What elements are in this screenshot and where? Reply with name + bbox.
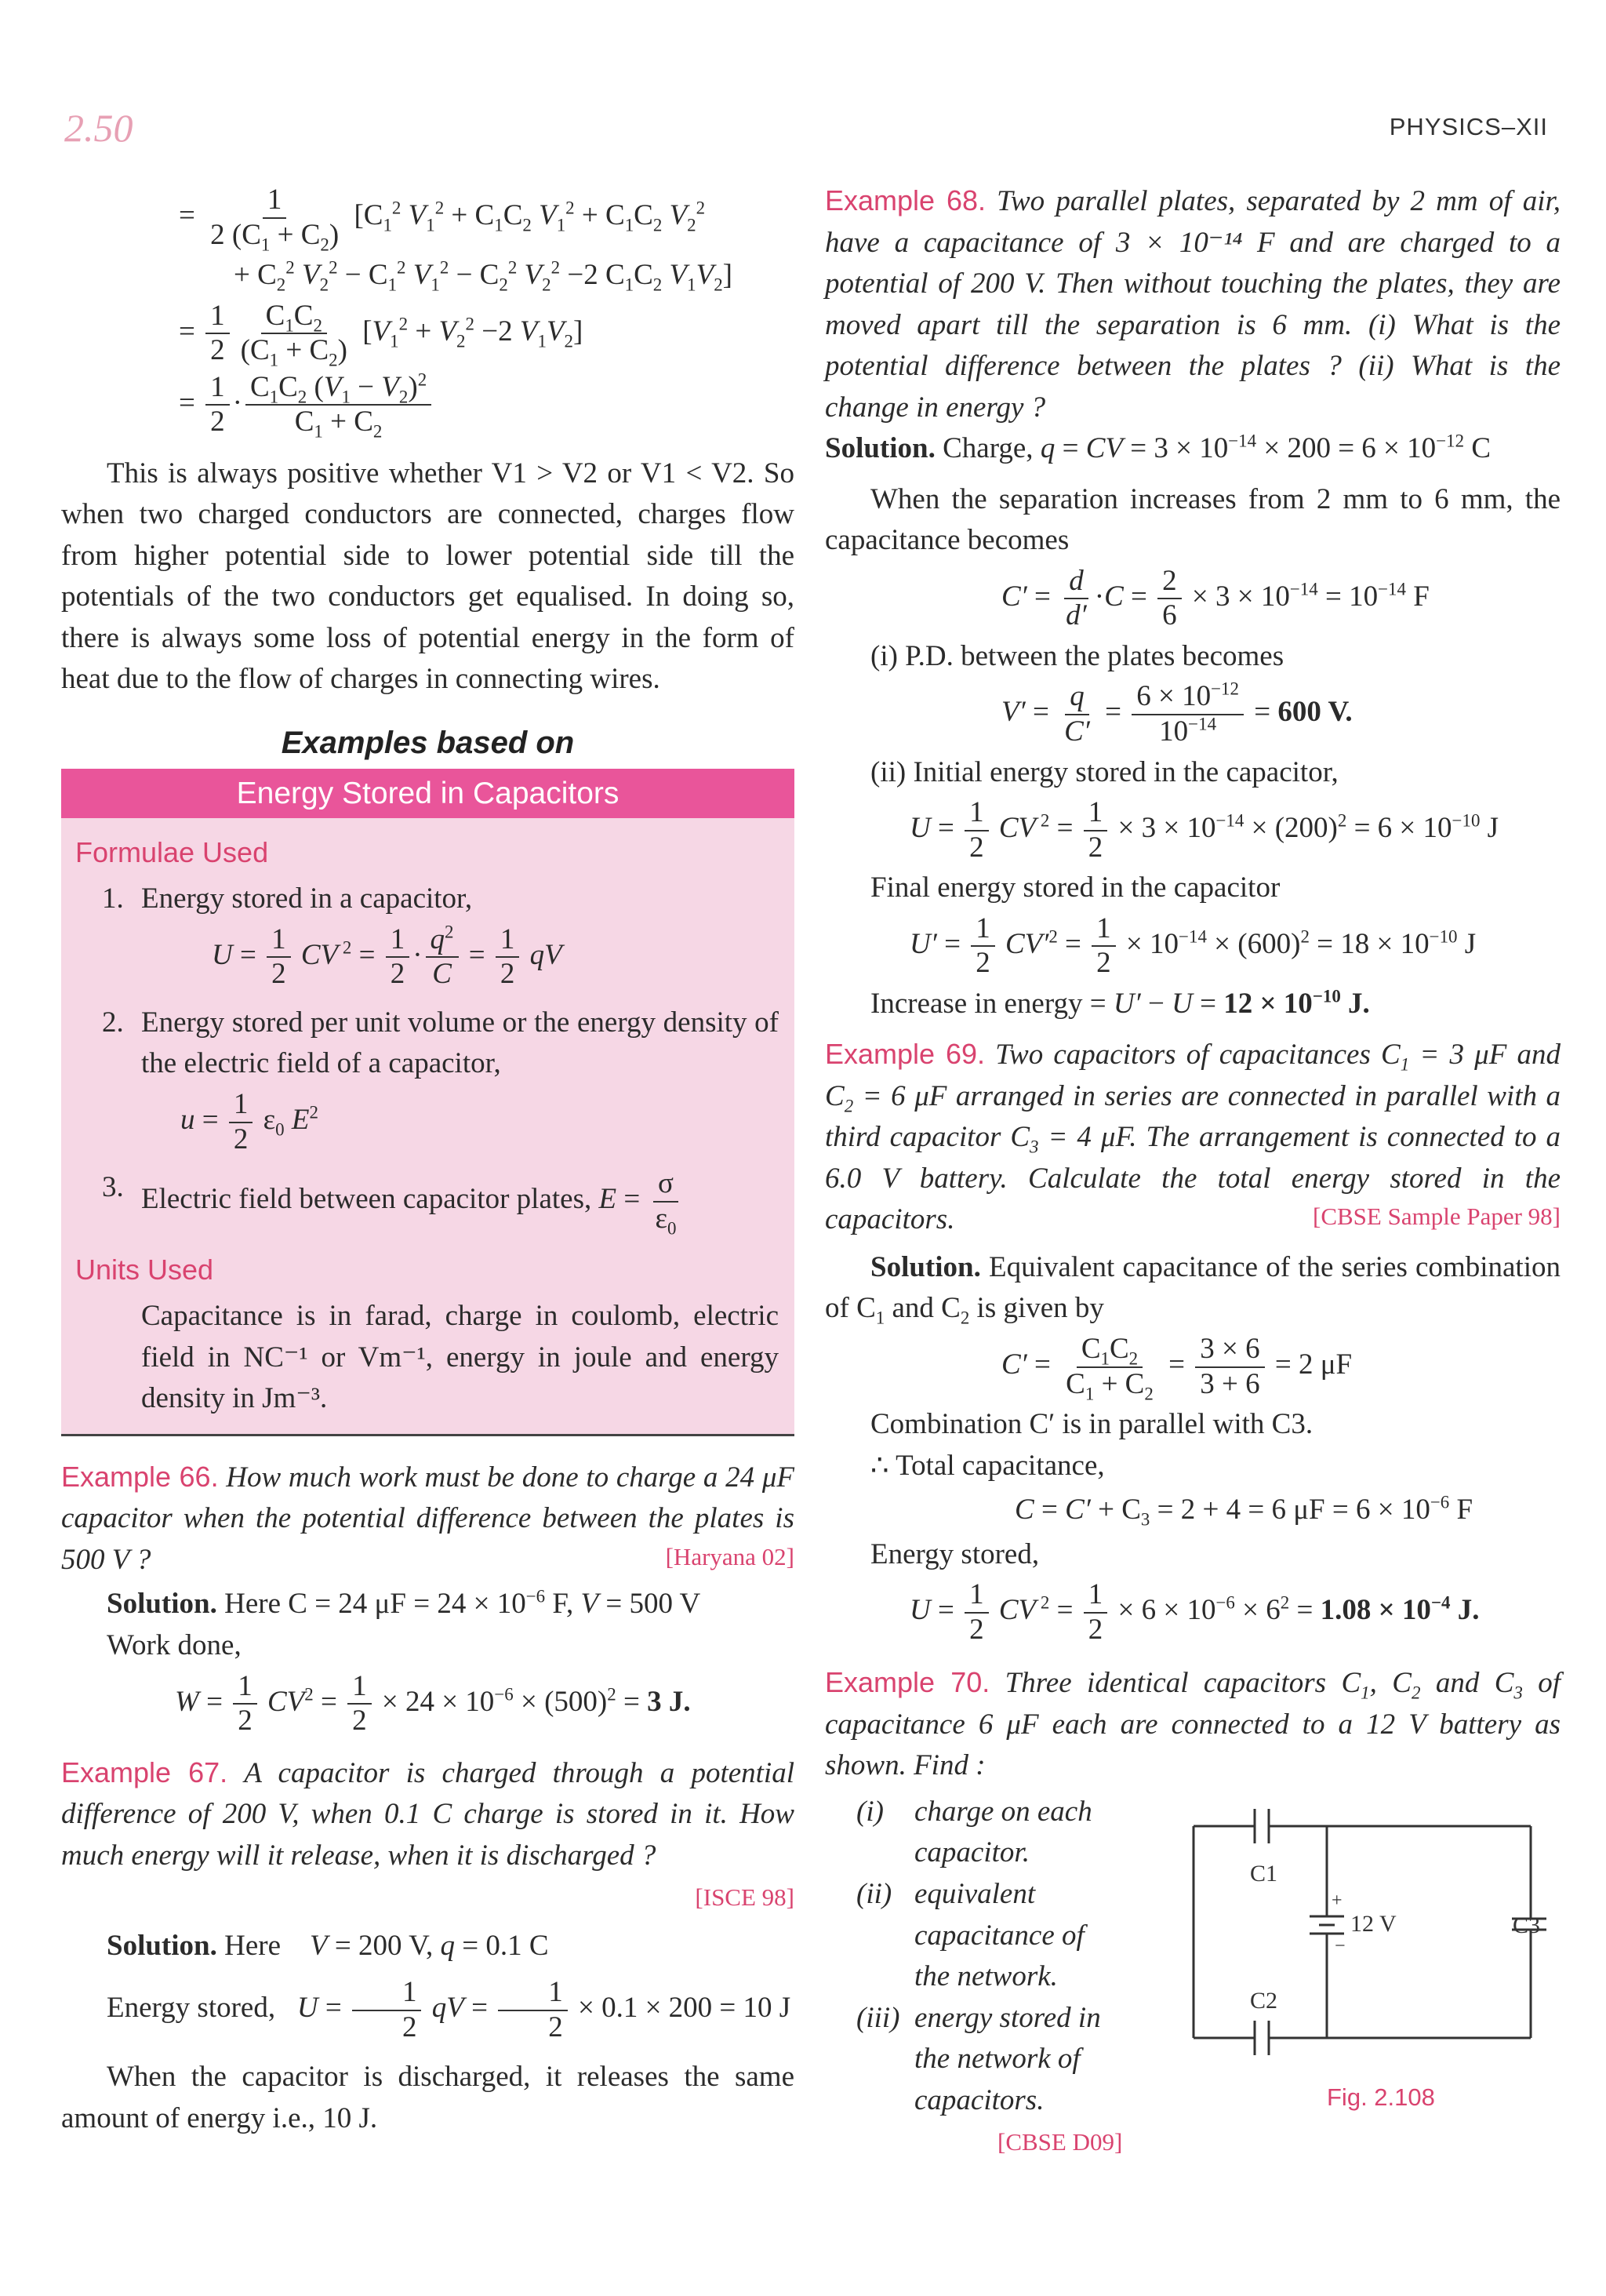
- ex68-charge: Solution. Charge, q = CV = $3 \times 10^{-14} \times 200 = 6 \times 10^{-12}$ C: [825, 431, 1491, 465]
- page-number: 2.50: [64, 106, 133, 150]
- ex67-solution: Solution. Here V = 200 V, q = 0.1 C: [107, 1929, 549, 1962]
- formulae-box: [61, 769, 794, 1436]
- ex66-solution: Solution. Here C = 24 $\mu F = 24 \times 10^{-6}$ F, V = 500 V: [107, 1587, 701, 1621]
- ex70-parts-and-figure: [825, 1787, 1561, 2156]
- example-66: Example 66. How much work must be done to charge a 24 μF capacitor when the potential difference between the plates is 500 V ? [Haryana 02]: [61, 1460, 795, 1576]
- ex66-result: W = $\frac{1}{2}$ $CV^2$ = $\frac{1}{2}$ × $24 \times 10^{-6} \times (500)^2 = 3$ J.: [175, 1669, 691, 1737]
- ex69-solution: Solution. Equivalent capacitance of the series combination of $C_1$ and $C_2$ is given by: [825, 1250, 1561, 1328]
- c2-label: C2: [1250, 1987, 1278, 2014]
- ex69-energy: U = $\frac{1}{2}$ CV $^2$ = $\frac{1}{2}$ × $6 \times 10^{-6} \times 6^2 = 1.08 \times 10^{-4}$ J.: [910, 1578, 1480, 1646]
- figure-label: Fig. 2.108: [1327, 2083, 1435, 2111]
- units-title: Units Used: [75, 1254, 214, 1286]
- formulae-title: Formulae Used: [75, 836, 269, 869]
- ex69-energy-label: Energy stored,: [870, 1537, 1040, 1570]
- ex67-conclusion: When the capacitor is discharged, it releases the same amount of energy i.e., 10 J.: [61, 2061, 794, 2134]
- ex68-new-capacitance: C′ = $\frac{d}{d'}$ ·C = $\frac{2}{6}$ × $3 \times 10^{-14} = 10^{-14}$ F: [1001, 564, 1430, 632]
- derivation-note: This is always positive whether V1 > V2 or V1 < V2. So when two charged conductors are connected, charges flow from higher potential side to lower potential side till the potentials of the two conductors get equalised. In doing so, there is always some loss of potential energy in the form of heat due to the flow of charges in connecting wires.: [61, 457, 794, 696]
- derivation-equations: = $\frac{1}{2 (C_1 + C_2)}$ [$C_1^2$ $V_1^2 + C_1C_2$ $V_1^2 + C_1C_2$ $V_2^2$ + $C_2^2$ $V_2^2 - C_1^2$ $V_1^2 - C_2^2$ $V_2^2 -2$ $C_1C_2$ $V_1V_2$] = $\frac{1}{2}$ $\frac{C_1C_2}{(C_1 + C_2)}$ [$V_1^2 + V_2^2 -2$ $V_1V_2$] = $\frac{1}{2}$ · $\frac{C_1C_2 (V_1 - V_2)^2}{C_1 + C_2}$: [179, 184, 732, 442]
- ex68-final-energy: U′ = $\frac{1}{2}$ $CV'^2$ = $\frac{1}{2}$ × $10^{-14} \times (600)^2 = 18 \times 10^{-10}$ J: [910, 911, 1477, 980]
- example-68: Example 68. Two parallel plates, separated by 2 mm of air, have a capacitance of 3 × 10⁻¹⁴ F and are charged to a potential of 200 V. Then without touching the plates, they are moved apart till the separation is 6 mm. (i) What is the potential difference between the plates ? (ii) What is the change in energy ?: [825, 184, 1561, 424]
- right-column: [825, 180, 1561, 2156]
- ex68-increase: Increase in energy = $U' - U = 12 \times 10^{-10}$ J.: [870, 986, 1370, 1020]
- ex68-initial-energy: U = $\frac{1}{2}$ CV $^2$ = $\frac{1}{2}$ × $3 \times 10^{-14} \times (200)^2 = 6 \times 10^{-10}$ J: [910, 796, 1499, 864]
- ex69-total-label: ∴ Total capacitance,: [870, 1449, 1105, 1482]
- ex69-combination: Combination C′ is in parallel with C3.: [870, 1408, 1314, 1441]
- example-70: Example 70. Three identical capacitors $C_1$, $C_2$ and $C_3$ of capacitance 6 μF each are connected to a 12 V battery as shown. Find :: [825, 1666, 1561, 1782]
- book-title: PHYSICS–XII: [1389, 113, 1548, 140]
- ex69-series: C′ = $\frac{C_1C_2}{C_1 + C_2}$ = $\frac{3 \times 6}{3 + 6}$ = 2 μF: [1001, 1333, 1353, 1403]
- ex68-pd: V′ = $\frac{q}{C'}$ = $\frac{6 \times 10^{-12}}{10^{-14}}$ = 600 V.: [1001, 679, 1353, 748]
- example-67: Example 67. A capacitor is charged through a potential difference of 200 V, when 0.1 C charge is stored in it. How much energy will it release, when it is discharged ? [ISCE 98]: [61, 1756, 794, 1912]
- ex69-total: $C = C' + C_3 = 2 + 4 = 6$ $\mu F = 6 \times 10^{-6}$ F: [1015, 1492, 1473, 1530]
- ex67-energy: Energy stored, U = $\frac{1}{2}$ qV = $\frac{1}{2}$ × 0.1 × 200 = 10 J: [107, 1976, 791, 2043]
- units-text: Capacitance is in farad, charge in coulomb, electric field in NC⁻¹ or Vm⁻¹, energy in joule and energy density in Jm⁻³.: [141, 1300, 779, 1415]
- c1-label: C1: [1250, 1860, 1278, 1887]
- ex68-part-i: (i) P.D. between the plates becomes: [870, 639, 1284, 672]
- c3-label: C3: [1512, 1912, 1540, 1938]
- section-banner: Energy Stored in Capacitors: [61, 769, 794, 818]
- left-column: [61, 180, 794, 2139]
- ex68-separation: When the separation increases from 2 mm to 6 mm, the capacitance becomes: [825, 482, 1561, 557]
- formula-1: 1. Energy stored in a capacitor, U = $\frac{1}{2}$ CV $^2$ = $\frac{1}{2}$ · $\frac{q^2}{C}$ = $\frac{1}{2}$ qV: [102, 882, 562, 991]
- examples-heading: Examples based on: [281, 726, 575, 760]
- formula-3: 3. Electric field between capacitor plates, E = $\frac{\sigma}{\varepsilon_0}$: [102, 1167, 779, 1235]
- battery-minus: −: [1335, 1935, 1346, 1956]
- formula-2: 2. Energy stored per unit volume or the energy density of the electric field of a capacitor, u = $\frac{1}{2}$ $\varepsilon_0$ $E^2$: [102, 1006, 779, 1155]
- battery-label: 12 V: [1350, 1910, 1397, 1937]
- ex70-parts: (i) charge on each capacitor. (ii) equivalent capacitance of the network. (iii) energy stored in the network of capacitors. [CBSE D09]: [856, 1795, 1123, 2156]
- example-69: Example 69. Two capacitors of capacitances $C_1 = 3$ μF and $C_2 = 6$ μF arranged in series are connected in parallel with a third capacitor $C_3 = 4$ μF. The arrangement is connected to a 6.0 V battery. Calculate the total energy stored in the capacitors. [CBSE Sample Paper 98]: [825, 1038, 1561, 1236]
- circuit-diagram: [1178, 1803, 1546, 2085]
- ex68-part-ii: (ii) Initial energy stored in the capacitor,: [870, 755, 1339, 788]
- battery-plus: +: [1332, 1890, 1343, 1911]
- ex66-work: Work done,: [107, 1628, 242, 1661]
- ex68-final-label: Final energy stored in the capacitor: [870, 871, 1281, 904]
